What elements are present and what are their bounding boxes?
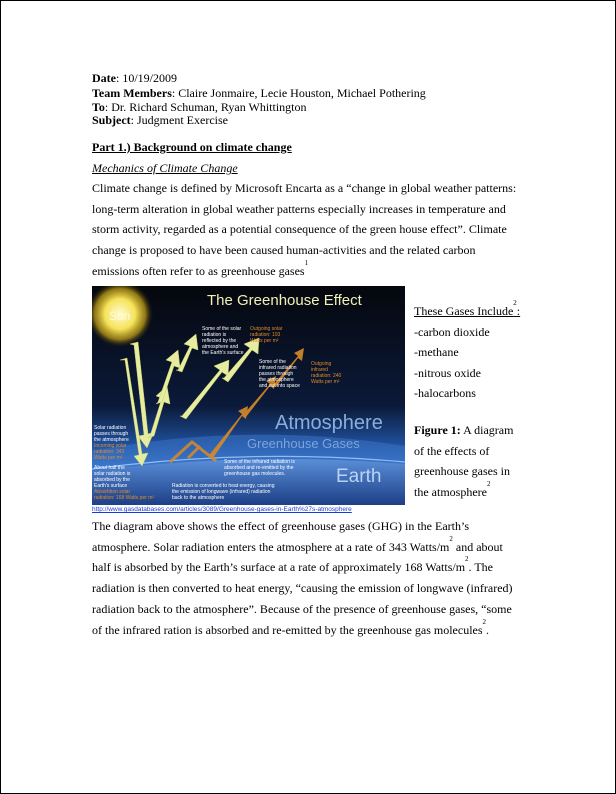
diagram-text: atmosphere and — [202, 344, 239, 350]
date-value: : 10/19/2009 — [116, 71, 178, 85]
team-line — [92, 86, 426, 100]
date-line — [92, 71, 177, 85]
paragraph-2 — [92, 516, 532, 640]
diagram-text: Outgoing — [311, 361, 332, 367]
gas-item: -halocarbons — [414, 386, 476, 400]
diagram-text: solar radiation is — [94, 471, 131, 477]
diagram-text: Outgoing solar — [250, 326, 283, 332]
diagram-text: absorbed and re-emitted by the — [224, 465, 294, 471]
paragraph-1 — [92, 178, 532, 282]
diagram-text: Earth's surface — [94, 483, 128, 489]
date-label: Date — [92, 71, 116, 85]
paragraph-2-line: The diagram above shows the effect of greenhouse gases (GHG) in the Earth’s — [92, 519, 469, 533]
diagram-text: radiation is — [202, 332, 227, 338]
diagram-text: and out into space — [259, 383, 300, 389]
diagram-text: infrared — [311, 367, 328, 373]
to-value: : Dr. Richard Schuman, Ryan Whittington — [104, 100, 307, 114]
figure-caption-line: of the effects of — [414, 443, 490, 458]
paragraph-2-line: atmosphere. Solar radiation enters the atmosphere at a rate of 343 Watts/$m^2$ and about — [92, 534, 503, 554]
source-link[interactable]: http://www.gasdatabases.com/articles/3089/Greenhouse-gases-in-Earth%27s-atmosphere — [92, 506, 352, 513]
paragraph-1-line: emissions often refer to as greenhouse gases$^1$ — [92, 258, 309, 278]
diagram-text: Absorbtion solar — [94, 489, 131, 495]
diagram-title: The Greenhouse Effect — [207, 292, 362, 309]
gas-item: -carbon dioxide — [414, 324, 490, 339]
part1-heading: Part 1.) Background on climate change — [92, 140, 292, 154]
greenhouse-gases-label: Greenhouse Gases — [247, 436, 360, 451]
diagram-text: the emission of longwave (infrared) radiation — [172, 489, 271, 495]
diagram-text: Watts per m² — [311, 379, 340, 385]
subject-value: : Judgment Exercise — [130, 113, 228, 127]
gases-heading: These Gases Include$^2$: — [414, 299, 521, 318]
diagram-text: infrared radiation — [259, 365, 297, 371]
sun-label: Sun — [109, 309, 131, 323]
diagram-text: radiation: 168 Watts per m² — [94, 495, 155, 501]
subject-line — [92, 113, 228, 127]
atmosphere-label: Atmosphere — [275, 412, 383, 434]
paragraph-2-line: radiation is then converted to heat energy, “causing the emission of longwave (infrared) — [92, 581, 513, 596]
mechanics-subheading: Mechanics of Climate Change — [92, 161, 238, 175]
gas-item: -methane — [414, 345, 459, 359]
diagram-text: Solar radiation — [94, 425, 127, 431]
diagram-text: Incoming solar — [94, 443, 127, 449]
diagram-text: the Earth's surface — [202, 350, 244, 356]
diagram-text: radiation: 343 — [94, 449, 125, 455]
diagram-text: Some of the solar — [202, 326, 242, 332]
diagram-text: back to the atmosphere — [172, 495, 225, 501]
team-value: : Claire Jonmaire, Lecie Houston, Michael Pothering — [171, 86, 426, 100]
paragraph-2-line: radiation back to the atmosphere”. Because of the presence of greenhouse gases, “some — [92, 601, 512, 616]
diagram-text: the atmosphere — [259, 377, 294, 383]
paragraph-1-line: long-term alteration in global weather patterns especially increases in temperature and — [92, 201, 506, 216]
paragraph-2-line: half is absorbed by the Earth’s surface at a rate of approximately 168 Watts/$m^2$. The — [92, 555, 493, 575]
diagram-text: Radiation is converted to heat energy, causing — [172, 483, 275, 489]
diagram-text: Some of the infrared radiation is — [224, 459, 295, 465]
diagram-text: greenhouse gas molecules. — [224, 471, 286, 477]
diagram-text: Some of the — [259, 359, 286, 365]
subject-label: Subject — [92, 113, 131, 127]
footnote-ref: 1 — [304, 258, 309, 267]
paragraph-1-line: Climate change is defined by Microsoft Encarta as a “change in global weather patterns: — [92, 181, 517, 195]
diagram-text: Watts per m² — [94, 455, 123, 461]
figure-caption: Figure 1: A diagram of the effects of greenhouse gases in the atmosphere$^2$ — [414, 423, 514, 499]
paragraph-2-line: of the infrared ration is absorbed and re-emitted by the greenhouse gas molecules$^2$. — [92, 617, 490, 637]
diagram-text: the atmosphere — [94, 437, 129, 443]
diagram-text: Watts per m² — [250, 338, 279, 344]
greenhouse-diagram-image — [92, 286, 405, 505]
to-label: To — [92, 100, 105, 114]
gas-item: -nitrous oxide — [414, 365, 481, 380]
diagram-text: radiation: 240 — [311, 373, 342, 379]
earth-label: Earth — [336, 466, 382, 487]
greenhouse-effect-diagram — [92, 286, 405, 505]
figure-caption-line: the atmosphere — [414, 484, 487, 499]
paragraph-1-line: change is proposed to have been caused human-activities and the related carbon — [92, 243, 476, 258]
diagram-text: reflected by the — [202, 338, 237, 344]
team-label: Team Members — [92, 86, 172, 100]
diagram-text: passes through — [94, 431, 129, 437]
paragraph-1-line: storm activity, regarded as a potential consequence of the green house effect”. Climate — [92, 222, 507, 237]
figure-label: Figure 1: — [414, 423, 461, 437]
diagram-text: About half the — [94, 465, 125, 471]
to-line — [92, 100, 307, 114]
figure-caption-line: greenhouse gases in — [414, 464, 510, 478]
diagram-text: passes through — [259, 371, 294, 377]
gases-list — [414, 301, 520, 404]
diagram-text: absorbed by the — [94, 477, 130, 483]
diagram-text: radiation: 103 — [250, 332, 281, 338]
